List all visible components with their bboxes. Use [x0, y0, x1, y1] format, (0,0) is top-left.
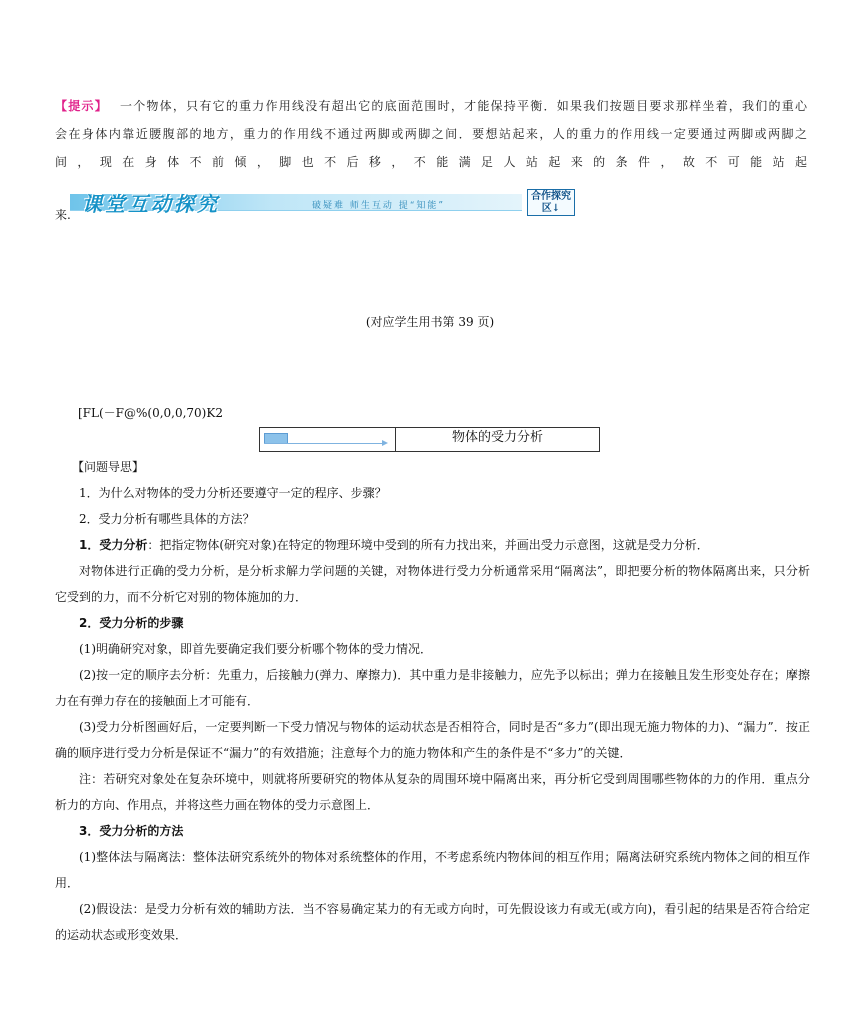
definition-heading: 1．受力分析 [79, 538, 148, 552]
guide-question-1: 1．为什么对物体的受力分析还要遵守一定的程序、步骤？ [79, 486, 387, 500]
banner-title: 课堂互动探究 [82, 192, 220, 216]
methods-heading [55, 818, 810, 844]
section-banner [70, 188, 580, 216]
step-3: (3)受力分析图画好后，一定要判断一下受力情况与物体的运动状态是否相符合，同时是否“多力”(即出现无施力物体的力)、“漏力”．按正确的顺序进行受力分析是保证不“漏力”的有效措施；注意每个力的施力物体和产生的条件是不“多力”的关键． [55, 720, 810, 760]
arrow-right-icon [264, 435, 386, 444]
step-1: (1)明确研究对象，即首先要确定我们要分析哪个物体的受力情况． [79, 642, 433, 656]
section-title-table [259, 427, 600, 452]
definition-paragraph [55, 532, 810, 558]
tip-paragraph [55, 92, 808, 176]
tip-end-text: 来. [55, 208, 71, 222]
tip-text: 一个物体，只有它的重力作用线没有超出它的底面范围时，才能保持平衡．如果我们按题目要求那样坐着，我们的重心会在身体内靠近腰腹部的地方，重力的作用线不通过两脚或两脚之间．要想站起来，人的重力的作用线一定要通过两脚或两脚之间，现在身体不前倾，脚也不后移，不能满足人站起来的条件，故不可能站起 [55, 99, 808, 169]
method-1: (1)整体法与隔离法：整体法研究系统外的物体对系统整体的作用，不考虑系统内物体间的相互作用；隔离法研究系统内物体之间的相互作用． [55, 850, 810, 890]
book-page-reference: (对应学生用书第 39 页) [365, 315, 495, 329]
tip-label: 【提示】 [55, 99, 108, 113]
definition-text: ：把指定物体(研究对象)在特定的物理环境中受到的所有力找出来，并画出受力示意图，这就是受力分析． [147, 538, 709, 552]
cooperative-zone-badge: 合作探究区↓ [527, 189, 575, 216]
main-content [55, 454, 810, 948]
isolation-paragraph: 对物体进行正确的受力分析，是分析求解力学问题的关键，对物体进行受力分析通常采用“隔离法”，即把要分析的物体隔离出来，只分析它受到的力，而不分析它对别的物体施加的力． [55, 564, 810, 604]
banner-subtitle: 破疑难 师生互动 提“知能” [312, 201, 445, 211]
section-arrow-cell [260, 428, 396, 451]
guide-question-2: 2．受力分析有哪些具体的方法？ [79, 512, 255, 526]
step-2: (2)按一定的顺序去分析：先重力，后接触力(弹力、摩擦力)．其中重力是非接触力，应先予以标出；弹力在接触且发生形变处存在；摩擦力在有弹力存在的接触面上才可能有． [55, 668, 810, 708]
typesetting-code: [FL(－F@%(0,0,0,70)K2 [78, 406, 223, 420]
steps-heading [55, 610, 810, 636]
guide-heading: 【问题导思】 [72, 460, 145, 474]
section-title: 物体的受力分析 [451, 430, 543, 445]
methods-heading-text: 3．受力分析的方法 [79, 824, 184, 838]
method-2: (2)假设法：是受力分析有效的辅助方法．当不容易确定某力的有无或方向时，可先假设该力有或无(或方向)，看引起的结果是否符合给定的运动状态或形变效果． [55, 902, 810, 942]
steps-heading-text: 2．受力分析的步骤 [79, 616, 184, 630]
note-paragraph: 注：若研究对象处在复杂环境中，则就将所要研究的物体从复杂的周围环境中隔离出来，再分析它受到周围哪些物体的力的作用．重点分析力的方向、作用点，并将这些力画在物体的受力示意图上． [55, 772, 810, 812]
